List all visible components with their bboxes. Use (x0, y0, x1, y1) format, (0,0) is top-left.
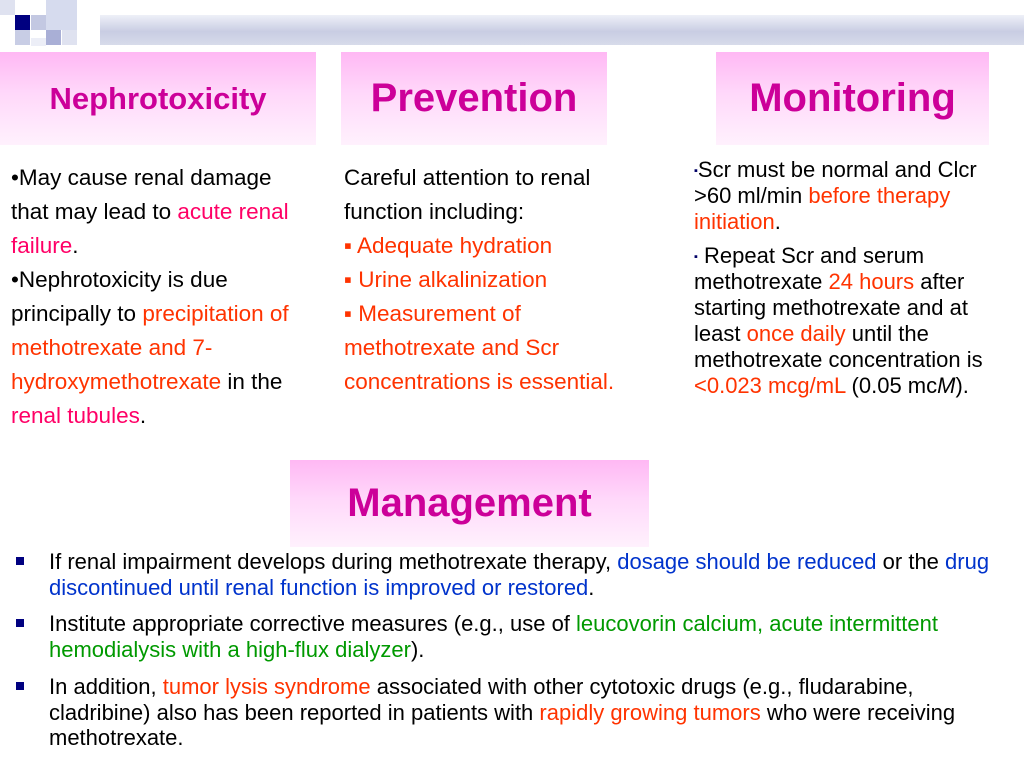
monitoring-item-1: ▪Scr must be normal and Clcr >60 ml/min before therapy initiation. (694, 157, 977, 234)
bullet-icon (16, 619, 24, 627)
monitoring-text (694, 157, 1004, 407)
prevention-heading: Prevention (341, 52, 607, 145)
prevention-intro: Careful attention to renal function including: (344, 165, 591, 224)
bullet-icon (16, 557, 24, 565)
nephrotoxicity-bullet-2: •Nephrotoxicity is due principally to precipitation of methotrexate and 7-hydroxymethotrexate in the renal tubules. (11, 266, 289, 428)
nephrotoxicity-heading: Nephrotoxicity (0, 52, 316, 145)
management-heading: Management (290, 460, 649, 547)
nephrotoxicity-text (11, 161, 309, 433)
management-item-1: If renal impairment develops during methotrexate therapy, dosage should be reduced or the drug discontinued until renal function is improved or restored. (14, 549, 1014, 600)
nephrotoxicity-bullet-1: •May cause renal damage that may lead to acute renal failure. (11, 165, 289, 258)
prevention-item-hydration: ▪ Adequate hydration (344, 232, 553, 258)
prevention-item-alkalinization: ▪ Urine alkalinization (344, 266, 548, 292)
management-item-3: In addition, tumor lysis syndrome associated with other cytotoxic drugs (e.g., fludarabine, cladribine) also has been reported in patients with rapidly growing tumors who were receiving methotrexate. (14, 674, 1014, 751)
prevention-item-measurement: ▪ Measurement of methotrexate and Scr concentrations is essential. (344, 300, 615, 394)
management-list (14, 549, 1014, 762)
monitoring-heading: Monitoring (716, 52, 989, 145)
management-item-2: Institute appropriate corrective measures (e.g., use of leucovorin calcium, acute intermittent hemodialysis with a high-flux dialyzer). (14, 611, 1014, 662)
prevention-text (344, 161, 624, 399)
bullet-icon (16, 682, 24, 690)
monitoring-item-2: ▪ Repeat Scr and serum methotrexate 24 hours after starting methotrexate and at least once daily until the methotrexate concentration is <0.023 mcg/mL (0.05 mcM). (694, 242, 983, 398)
